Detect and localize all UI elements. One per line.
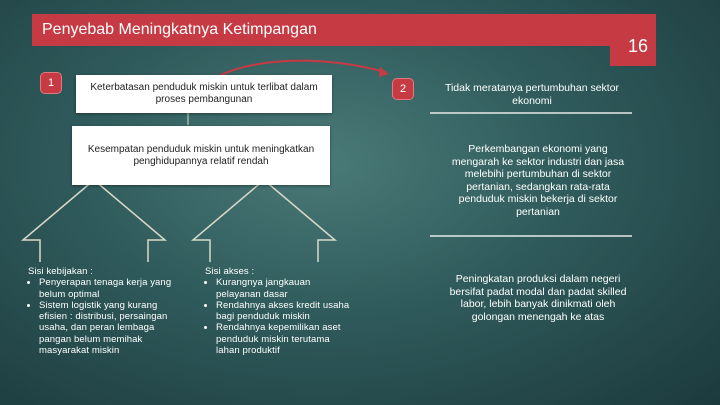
access-side-text (205, 266, 355, 356)
access-item: • Rendahnya akses kredit usaha bagi penduduk miskin (216, 300, 355, 323)
badge-2: 2 (392, 78, 414, 100)
slide-title: Penyebab Meningkatnya Ketimpangan (32, 14, 610, 46)
cause-box-2 (72, 126, 330, 185)
access-heading: Sisi akses : (205, 266, 255, 277)
cause-box-1-text: Keterbatasan penduduk miskin untuk terlibat dalam proses pembangunan (90, 82, 318, 105)
policy-item: • Sistem logistik yang kurang efisien : distribusi, persaingan usaha, dan peran lembaga pangan belum memihak masyarakat miskin (39, 300, 188, 356)
page-number: 16 (610, 14, 656, 66)
badge-1: 1 (40, 72, 62, 94)
access-item: • Kurangnya jangkauan pelayanan dasar (216, 277, 355, 300)
cause-box-1 (76, 75, 332, 113)
cause-box-2-text: Kesempatan penduduk miskin untuk meningkatkan penghidupannya relatif rendah (87, 143, 315, 167)
up-arrow-right (193, 180, 335, 262)
access-item: • Rendahnya kepemilikan aset penduduk miskin terutama lahan produktif (216, 322, 355, 356)
curved-arrow-head (379, 67, 389, 77)
policy-item: • Penyerapan tenaga kerja yang belum optimal (39, 277, 188, 300)
cause-2-title: Tidak meratanya pertumbuhan sektor ekonomi (444, 82, 620, 107)
cause-2-detail-2: Peningkatan produksi dalam negeri bersifat padat modal dan padat skilled labor, lebih banyak dinikmati oleh golongan menengah ke atas (449, 273, 627, 323)
up-arrow-left (23, 180, 165, 262)
policy-heading: Sisi kebijakan : (28, 266, 93, 277)
policy-side-text (28, 266, 188, 356)
cause-2-detail-1: Perkembangan ekonomi yang mengarah ke sektor industri dan jasa melebihi pertumbuhan di sektor pertanian, sedangkan rata-rata penduduk miskin bekerja di sektor pertanian (451, 143, 625, 218)
